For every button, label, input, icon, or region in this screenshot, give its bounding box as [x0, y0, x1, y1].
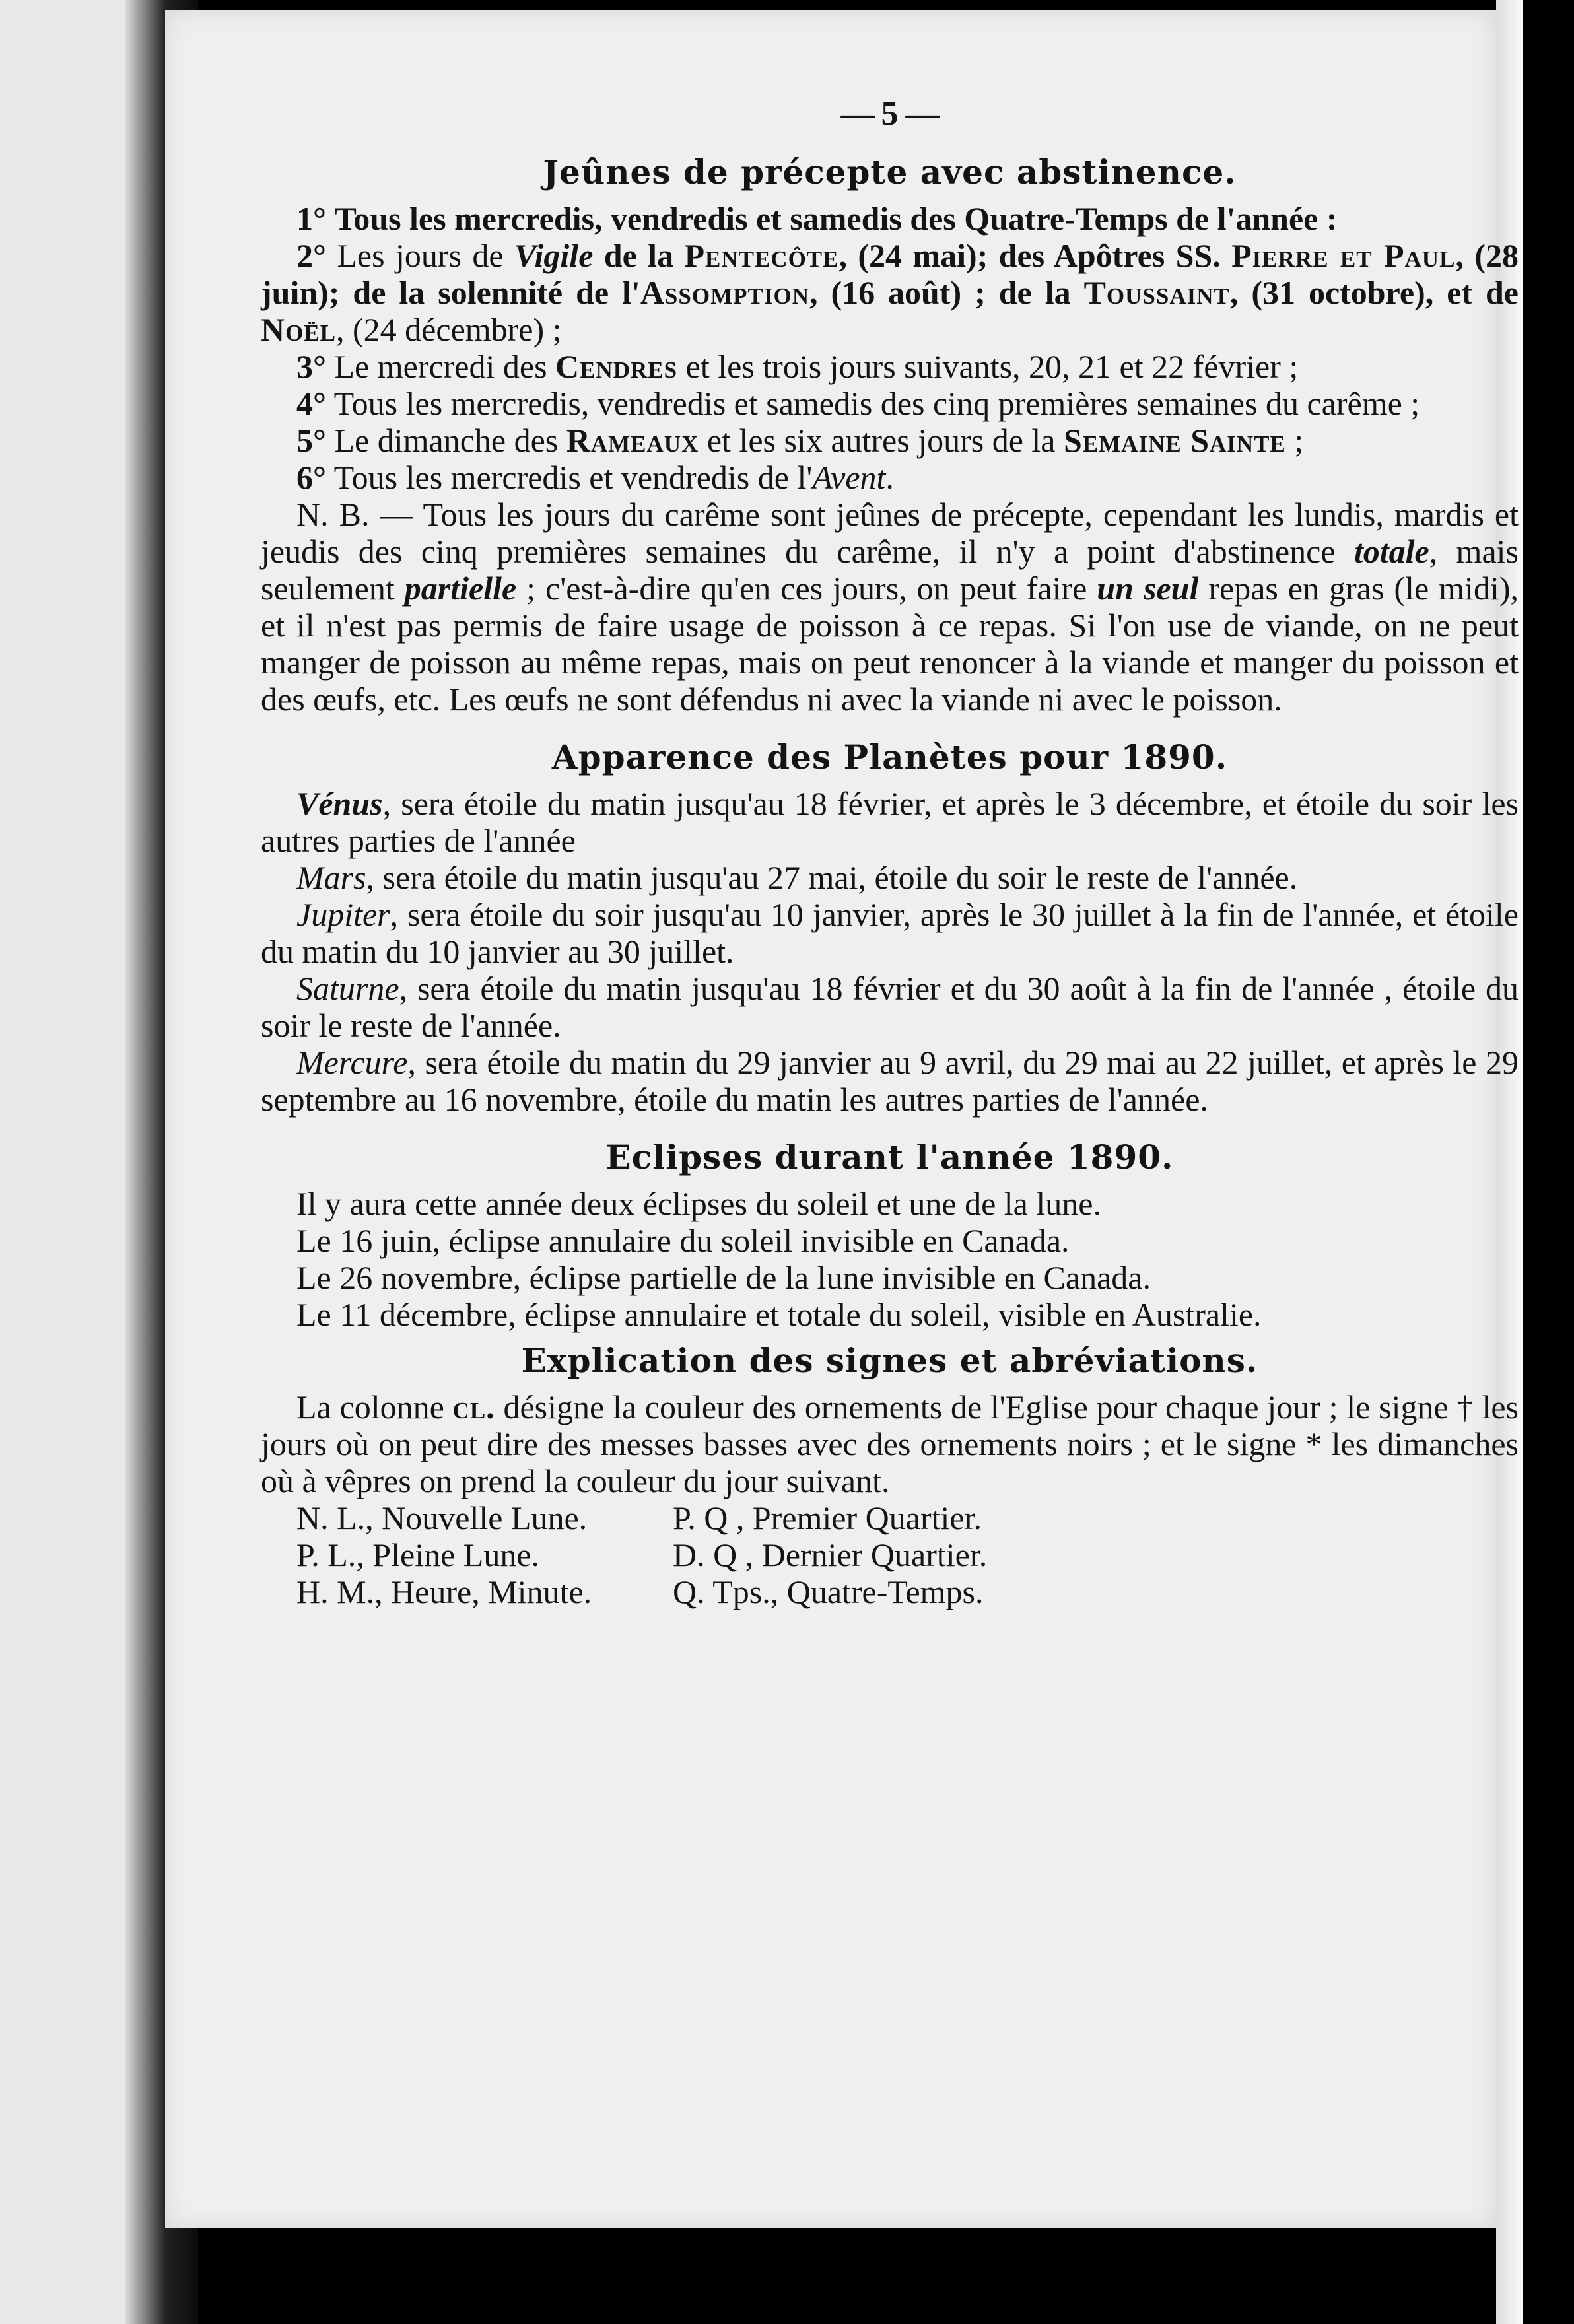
item-3: 3° Le mercredi des Cendres et les trois jours suivants, 20, 21 et 22 février ; — [296, 348, 1299, 385]
section-title-explication: Explication des signes et abréviations. — [521, 1341, 1258, 1380]
planet-venus: Vénus, sera étoile du matin jusqu'au 18 février, et après le 3 décembre, et étoile du soir les autres parties de l'année — [261, 785, 1519, 859]
section-title-planetes: Apparence des Planètes pour 1890. — [551, 737, 1228, 776]
abbreviation-item: P. Q , Premier Quartier. — [673, 1499, 982, 1536]
eclipse-line: Le 16 juin, éclipse annulaire du soleil invisible en Canada. — [296, 1222, 1070, 1259]
planet-mars: Mars, sera étoile du matin jusqu'au 27 mai, étoile du soir le reste de l'année. — [296, 859, 1298, 896]
page-number: — 5 — — [840, 95, 939, 133]
page-content — [261, 96, 1519, 1610]
section-title-jeunes: Jeûnes de précepte avec abstinence. — [543, 153, 1237, 191]
eclipse-line: Le 26 novembre, éclipse partielle de la lune invisible en Canada. — [296, 1259, 1151, 1296]
explication-paragraph: La colonne cl. désigne la couleur des ornements de l'Eglise pour chaque jour ; le signe † les jours où on peut dire des messes basses avec des ornements noirs ; et le signe * les dimanches où à vêpres on prend la couleur du jour suivant. — [261, 1388, 1519, 1499]
abbreviation-item: N. L., Nouvelle Lune. — [296, 1499, 588, 1536]
planet-saturne: Saturne, sera étoile du matin jusqu'au 18 février et du 30 août à la fin de l'année , étoile du soir le reste de l'année. — [261, 970, 1519, 1044]
item-1: 1° Tous les mercredis, vendredis et samedis des Quatre-Temps de l'année : — [296, 200, 1338, 237]
item-2: 2° Les jours de Vigile de la Pentecôte, (24 mai); des Apôtres SS. Pierre et Paul, (28 juin); de la solennité de l'Assomption, (16 août) ; de la Toussaint, (31 octobre), et de Noël, (24 décembre) ; — [261, 237, 1519, 348]
nota-bene: N. B. — Tous les jours du carême sont jeûnes de précepte, cependant les lundis, mardis et jeudis des cinq premières semaines du carême, il n'y a point d'abstinence totale, mais seulement partielle ; c'est-à-dire qu'en ces jours, on peut faire un seul repas en gras (le midi), et il n'est pas permis de faire usage de poisson à ce repas. Si l'on use de viande, on ne peut manger de poisson au même repas, mais on peut renoncer à la viande et manger du poisson et des œufs, etc. Les œufs ne sont défendus ni avec la viande ni avec le poisson. — [261, 496, 1519, 718]
abbreviation-item: D. Q , Dernier Quartier. — [673, 1536, 988, 1573]
abbreviation-item: Q. Tps., Quatre-Temps. — [673, 1573, 984, 1610]
item-4: 4° Tous les mercredis, vendredis et samedis des cinq premières semaines du carême ; — [296, 385, 1420, 422]
abbreviation-item: P. L., Pleine Lune. — [296, 1536, 540, 1573]
book-page — [165, 10, 1519, 2228]
item-6: 6° Tous les mercredis et vendredis de l'Avent. — [296, 459, 894, 496]
item-5: 5° Le dimanche des Rameaux et les six autres jours de la Semaine Sainte ; — [296, 422, 1304, 459]
section-title-eclipses: Eclipses durant l'année 1890. — [605, 1138, 1174, 1177]
abbreviation-item: H. M., Heure, Minute. — [296, 1573, 592, 1610]
eclipse-intro: Il y aura cette année deux éclipses du soleil et une de la lune. — [296, 1185, 1101, 1222]
planet-jupiter: Jupiter, sera étoile du soir jusqu'au 10 janvier, après le 30 juillet à la fin de l'année, et étoile du matin du 10 janvier au 30 juillet. — [261, 896, 1519, 970]
planet-mercure: Mercure, sera étoile du matin du 29 janvier au 9 avril, du 29 mai au 22 juillet, et après le 29 septembre au 16 novembre, étoile du matin les autres parties de l'année. — [261, 1044, 1519, 1118]
abbreviation-list — [296, 1499, 1519, 1610]
eclipse-line: Le 11 décembre, éclipse annulaire et totale du soleil, visible en Australie. — [296, 1296, 1262, 1333]
